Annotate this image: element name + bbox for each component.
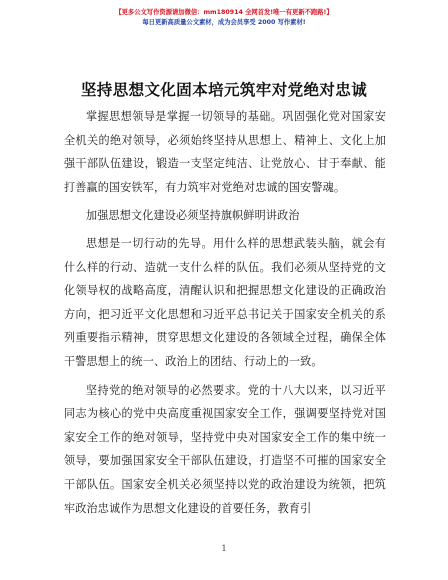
document-title: 坚持思想文化固本培元筑牢对党绝对忠诚 (80, 80, 368, 99)
promo-banner (0, 8, 448, 28)
document-body (64, 105, 386, 525)
intro-paragraph: 掌握思想领导是掌握一切领导的基础。巩固强化党对国家安全机关的绝对领导，必须始终坚持从思想上、精神上、文化上加强干部队伍建设，锻造一支坚定纯洁、让党放心、甘于奉献、能打善赢的国安铁军，有力筑牢对党绝对忠诚的国安警魂。 (64, 110, 386, 194)
body-paragraph: 思想是一切行动的先导。用什么样的思想武装头脑，就会有什么样的行动、造就一支什么样的队伍。我们必须从坚持党的文化领导权的战略高度，清醒认识和把握思想文化建设的正确政治方向，把习近平文化思想和习近平总书记关于国家安全机关的系列重要指示精神，贯穿思想文化建设的各领域全过程，确保全体干警思想上的统一、政治上的团结、行动上的一致。 (64, 236, 386, 368)
promo-banner-line-1: 【更多公文写作资源请加微信：mm180914 全网首发!唯一有更新不跑路!】 (115, 9, 333, 16)
page-number: 1 (221, 544, 227, 553)
promo-banner-line-2: 每日更新高质量公文素材，成为会员享受 2000 写作素材! (142, 19, 306, 26)
body-paragraph: 坚持党的绝对领导的必然要求。党的十八大以来，以习近平同志为核心的党中央高度重视国家安全工作，强调要坚持党对国家安全工作的绝对领导，坚持党中央对国家安全工作的集中统一领导，要加强国家安全干部队伍建设，打造坚不可摧的国家安全干部队伍。国家安全机关必须坚持以党的政治建设为统领，把筑牢政治忠诚作为思想文化建设的首要任务，教育引 (64, 383, 386, 515)
section-heading: 加强思想文化建设必须坚持旗帜鲜明讲政治 (86, 209, 300, 223)
